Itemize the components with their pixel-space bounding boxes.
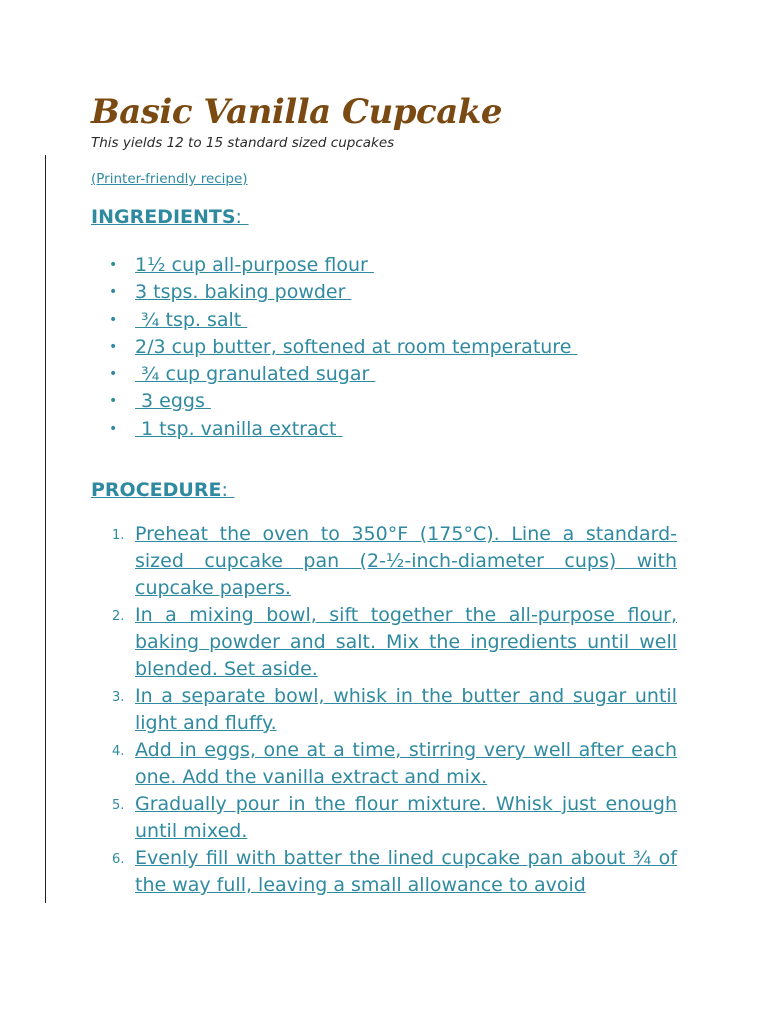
bullet-icon: • xyxy=(109,311,118,328)
recipe-yield: This yields 12 to 15 standard sized cupcakes xyxy=(91,135,395,151)
step-number: 6. xyxy=(112,852,125,867)
procedure-step xyxy=(109,602,679,683)
step-text-link[interactable]: In a separate bowl, whisk in the butter and sugar until light and fluffy. xyxy=(135,685,677,734)
procedure-step xyxy=(109,683,679,737)
procedure-heading-colon: : xyxy=(221,479,228,501)
ingredient-link[interactable]: 3 tsps. baking powder xyxy=(135,281,352,304)
procedure-step xyxy=(109,737,679,791)
step-number: 3. xyxy=(112,690,125,705)
step-number: 2. xyxy=(112,609,125,624)
ingredient-link[interactable]: ¾ tsp. salt xyxy=(135,308,248,331)
procedure-heading xyxy=(91,479,234,501)
step-text-link[interactable]: In a mixing bowl, sift together the all-purpose flour, baking powder and salt. Mix the ingredients until well blended. Set aside. xyxy=(135,604,677,680)
printer-friendly-link[interactable]: (Printer-friendly recipe) xyxy=(91,171,248,187)
step-text-link[interactable]: Evenly fill with batter the lined cupcake pan about ¾ of the way full, leaving a small allowance to avoid xyxy=(135,847,677,896)
ingredients-heading xyxy=(91,206,249,228)
step-text-link[interactable]: Gradually pour in the flour mixture. Whisk just enough until mixed. xyxy=(135,793,677,842)
bullet-icon: • xyxy=(109,393,118,410)
ingredient-link[interactable]: 1 tsp. vanilla extract xyxy=(135,417,343,440)
ingredients-heading-colon: : xyxy=(235,206,242,228)
procedure-step xyxy=(109,791,679,845)
bullet-icon: • xyxy=(109,420,118,437)
left-margin-rule xyxy=(45,155,46,903)
recipe-title: Basic Vanilla Cupcake xyxy=(91,92,502,132)
procedure-step xyxy=(109,521,679,602)
step-number: 5. xyxy=(112,798,125,813)
step-number: 1. xyxy=(112,528,125,543)
ingredient-link[interactable]: ¾ cup granulated sugar xyxy=(135,363,376,386)
procedure-list xyxy=(109,521,679,899)
bullet-icon: • xyxy=(109,338,118,355)
bullet-icon: • xyxy=(109,366,118,383)
bullet-icon: • xyxy=(109,257,118,273)
step-text-link[interactable]: Preheat the oven to 350°F (175°C). Line a standard-sized cupcake pan (2-½-inch-diameter cups) with cupcake papers. xyxy=(135,523,677,599)
step-text-link[interactable]: Add in eggs, one at a time, stirring very well after each one. Add the vanilla extract and mix. xyxy=(135,739,677,788)
ingredient-link[interactable]: 1½ cup all-purpose flour xyxy=(135,254,374,276)
step-number: 4. xyxy=(112,744,125,759)
ingredient-link[interactable]: 3 eggs xyxy=(135,390,211,413)
procedure-heading-label: PROCEDURE xyxy=(91,479,222,501)
ingredient-link[interactable]: 2/3 cup butter, softened at room temperature xyxy=(135,335,578,358)
procedure-step xyxy=(109,845,679,899)
bullet-icon: • xyxy=(109,284,118,301)
ingredients-heading-label: INGREDIENTS xyxy=(91,206,236,228)
